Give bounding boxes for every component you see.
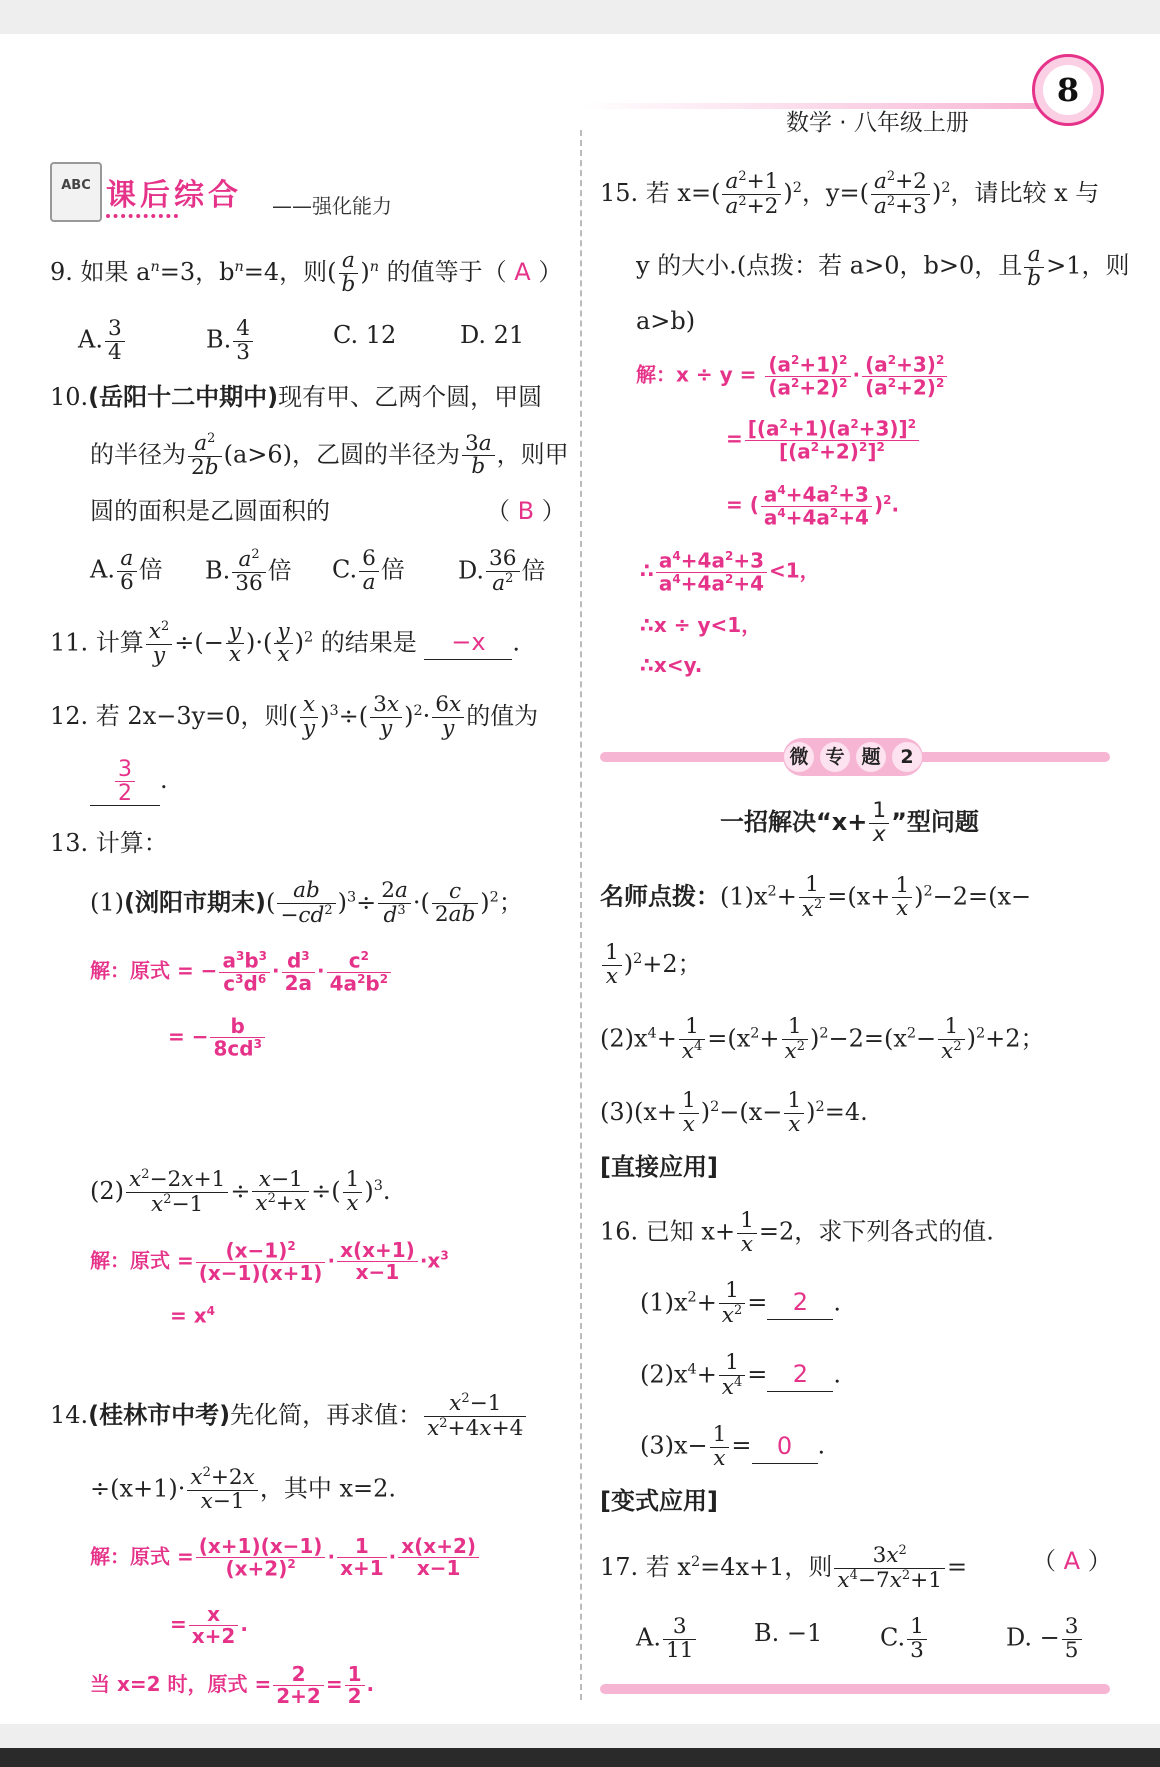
question-12: 12. 若 2x−3y=0，则( $\frac{x}{y}$ )$^3$÷( $\frac{3x}{y}$ )$^2$· $\frac{6x}{y}$ 的值为	[50, 692, 539, 741]
q9-option-d: D. 21	[460, 321, 525, 349]
q17-option-a: A. $\frac{3}{11}$	[636, 1616, 698, 1662]
q15-solution-2: = $\frac{[(a^2+1)(a^2+3)]^2}{[(a^2+2)^2]^2}$	[726, 418, 921, 462]
question-10-line3: 圆的面积是乙圆面积的	[90, 497, 330, 525]
question-9: 9. 如果 $a^n=3$，$b^n=4$，则( $\frac{a}{b}$ )$^n$ 的值等于（ A ）	[50, 248, 563, 297]
q9-answer: A	[514, 258, 531, 286]
q16-answer-1: 2	[792, 1288, 808, 1317]
q10-option-b: B. $\frac{a^2}{36}$ 倍	[205, 547, 292, 596]
q15-solution-3: = ( $\frac{a^4+4a^2+3}{a^4+4a^2+4}$ )$^2$.	[726, 482, 900, 530]
question-14-line1: 14.(桂林市中考)先化简，再求值： $\frac{x^2-1}{x^2+4x+4}$	[50, 1392, 528, 1441]
q10-option-c: C. $\frac{6}{a}$ 倍	[332, 546, 405, 595]
q17-option-d: D. − $\frac{3}{5}$	[1006, 1616, 1084, 1662]
direct-application-label: [直接应用]	[600, 1153, 718, 1181]
q17-option-b: B. −1	[754, 1619, 823, 1647]
question-13-title: 13. 计算：	[50, 829, 168, 857]
q15-solution-4: ∴ $\frac{a^4+4a^2+3}{a^4+4a^2+4}$ <1，	[640, 548, 820, 596]
q11-answer: −x	[451, 628, 486, 657]
q17-option-c: C. $\frac{1}{3}$	[880, 1616, 929, 1662]
question-15-line3: a>b)	[636, 307, 696, 335]
q13-part1-solution-1: 解：原式 = − $\frac{a^3b^3}{c^3d^6}$ · $\frac{d^3}{2a}$ · $\frac{c^2}{4a^2b^2}$	[90, 950, 393, 994]
q9-option-a: A. $\frac{3}{4}$	[78, 318, 127, 364]
q9-option-c: C. 12	[333, 321, 397, 349]
topic-title: 一招解决“x+ $\frac{1}{x}$ ”型问题	[720, 798, 979, 847]
logo-abc: ABC	[61, 178, 91, 193]
section-subtitle: ——强化能力	[272, 194, 392, 218]
question-13-part2: (2) $\frac{x^2-2x+1}{x^2-1}$ ÷ $\frac{x-1}{x^2+x}$ ÷( $\frac{1}{x}$ )$^3$.	[90, 1166, 391, 1218]
question-15-line2: y 的大小.(点拨：若 a>0，b>0，且 $\frac{a}{b}$ >1，则	[636, 242, 1130, 291]
tips-line3: $(2)x^4+$ $\frac{1}{x^4}$ $=(x^2+$ $\frac{1}{x^2}$ )$^2-2=(x^2-$ $\frac{1}{x^2}$ )$^2$+2；	[600, 1014, 1045, 1064]
tips-line4: (3)(x+ $\frac{1}{x}$ )$^2$−(x− $\frac{1}{x}$ )$^2$=4.	[600, 1088, 868, 1137]
column-divider	[580, 130, 582, 1700]
q15-solution-6: ∴x<y.	[640, 653, 703, 677]
bottom-pink-bar	[600, 1684, 1110, 1694]
q17-answer: A	[1063, 1547, 1081, 1575]
question-15-line1: 15. 若 x=( $\frac{a^2+1}{a^2+2}$ )$^2$，y=( $\frac{a^2+2}{a^2+3}$ )$^2$，请比较 x 与	[600, 169, 1100, 220]
page-number-badge	[1032, 54, 1104, 126]
tips-line1: 名师点拨：$(1)x^2+$ $\frac{1}{x^2}$ =(x+ $\frac{1}{x}$ )$^2$−2=(x−	[600, 872, 1032, 922]
q15-solution-5: ∴x ÷ y<1，	[640, 613, 762, 637]
q10-answer-bracket: （ B ）	[486, 497, 566, 525]
question-11: 11. 计算 $\frac{x^2}{y}$ ÷(− $\frac{y}{x}$ )·( $\frac{y}{x}$ )$^2$ 的结果是 −x .	[50, 618, 521, 668]
tips-line2: $\frac{1}{x}$ )$^2$+2；	[600, 942, 702, 989]
q17-answer-bracket: （ A ）	[1032, 1547, 1112, 1575]
q16-answer-3: 0	[776, 1431, 793, 1460]
q10-answer: B	[517, 497, 535, 525]
q10-option-d: D. $\frac{36}{a^2}$ 倍	[458, 546, 546, 596]
q13-part2-solution-1: 解：原式 = $\frac{(x-1)^2}{(x-1)(x+1)}$ · $\frac{x(x+1)}{x-1}$ $\cdot x^3$	[90, 1238, 449, 1285]
q13-part1-solution-2: = − $\frac{b}{8cd^3}$	[168, 1016, 267, 1060]
q16-part1: $(1)x^2+$ $\frac{1}{x^2}$ = 2 .	[640, 1278, 841, 1328]
q10-option-a: A. $\frac{a}{6}$ 倍	[90, 546, 163, 595]
bottom-bar	[0, 1748, 1160, 1767]
q15-solution-1: 解：x ÷ y = $\frac{(a^2+1)^2}{(a^2+2)^2}$ · $\frac{(a^2+3)^2}{(a^2+2)^2}$	[636, 354, 949, 398]
q14-solution-2: = $\frac{x}{x+2}$ .	[170, 1602, 248, 1648]
q12-answer-blank: $\frac{3}{2}$ .	[90, 758, 168, 806]
q14-solution-3: 当 x=2 时，原式 = $\frac{2}{2+2}$ = $\frac{1}{2}$ .	[90, 1662, 375, 1708]
q13-part2-solution-2: = $x^4$	[170, 1303, 215, 1328]
section-title: 课后综合	[106, 178, 242, 213]
topic-badge: 微 专 题 2	[783, 738, 923, 776]
header-subject: 数学 · 八年级上册	[786, 110, 969, 136]
question-10-line1: 10.(岳阳十二中期中)现有甲、乙两个圆，甲圆	[50, 383, 543, 411]
q16-part2: $(2)x^4+$ $\frac{1}{x^4}$ = 2 .	[640, 1350, 841, 1400]
question-10-line2: 的半径为 $\frac{a^2}{2b}$ (a>6)，乙圆的半径为 $\frac{3a}{b}$ ，则甲	[90, 430, 569, 480]
question-17: 17. 若 $x^2=4x+1$，则 $\frac{3x^2}{x^4-7x^2+1}$ =	[600, 1543, 968, 1594]
question-14-line2: ÷(x+1)· $\frac{x^2+2x}{x-1}$ ，其中 x=2.	[90, 1465, 397, 1514]
q16-part3: (3)x− $\frac{1}{x}$ = 0 .	[640, 1422, 826, 1471]
page-number: 8	[1043, 65, 1093, 115]
book-icon	[50, 162, 102, 222]
section-dots	[106, 214, 178, 222]
variant-application-label: [变式应用]	[600, 1487, 718, 1515]
question-13-part1: (1)(浏阳市期末)( $\frac{ab}{-cd^2}$ )$^3$÷ $\frac{2a}{d^3}$ ·( $\frac{c}{2ab}$ )$^2$；	[90, 878, 523, 928]
q9-option-b: B. $\frac{4}{3}$	[206, 318, 255, 364]
q14-solution-1: 解：原式 = $\frac{(x+1)(x-1)}{(x+2)^2}$ · $\frac{1}{x+1}$ · $\frac{x(x+2)}{x-1}$	[90, 1536, 481, 1580]
question-16: 16. 已知 x+ $\frac{1}{x}$ =2，求下列各式的值.	[600, 1208, 994, 1257]
q16-answer-2: 2	[792, 1360, 808, 1389]
